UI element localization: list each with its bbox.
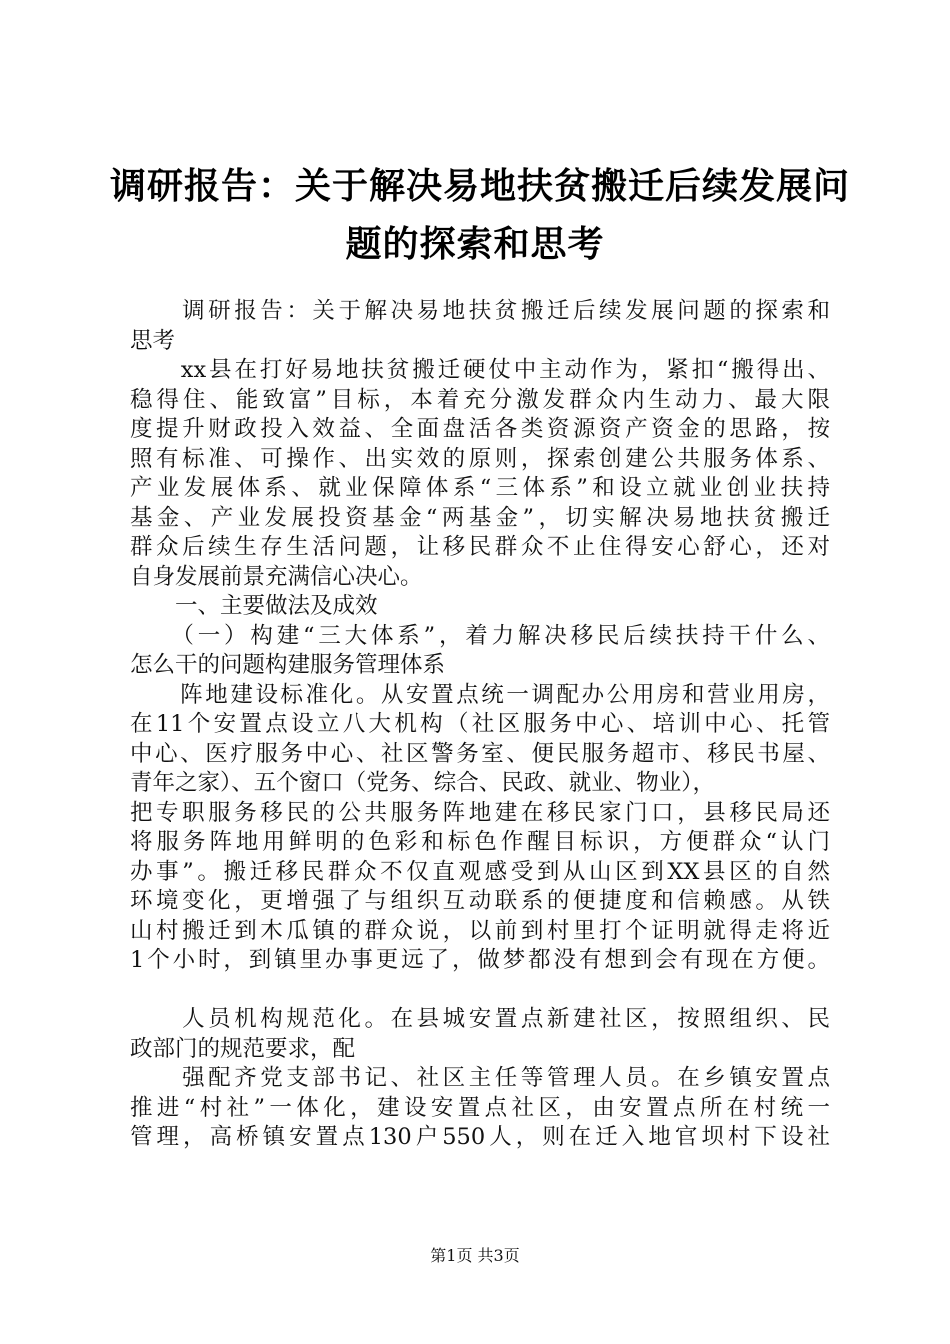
body-line: 政部门的规范要求，配 [130, 1035, 356, 1062]
document-body [130, 297, 830, 1153]
page-footer: 第1页 共3页 [430, 1246, 520, 1265]
body-line: 在11个安置点设立八大机构（社区服务中心、培训中心、托管 [130, 711, 830, 737]
blank-line [130, 976, 830, 1006]
body-line: 调研报告：关于解决易地扶贫搬迁后续发展问题的探索和 [130, 298, 830, 324]
body-line: 管理，高桥镇安置点130户550人，则在迁入地官坝村下设社 [130, 1124, 830, 1150]
body-line: 自身发展前景充满信心决心。 [130, 563, 423, 590]
body-line: 1个小时，到镇里办事更远了，做梦都没有想到会有现在方便。 [130, 947, 830, 973]
body-line: 推进“村社”一体化，建设安置点社区，由安置点所在村统一 [130, 1094, 830, 1121]
body-line: 中心、医疗服务中心、社区警务室、便民服务超市、移民书屋、 [130, 740, 830, 767]
title-line-2: 题的探索和思考 [345, 224, 605, 265]
body-line: 稳得住、能致富”目标，本着充分激发群众内生动力、最大限 [130, 386, 830, 413]
body-line: 人员机构规范化。在县城安置点新建社区，按照组织、民 [130, 1006, 830, 1032]
body-line: 怎么干的问题构建服务管理体系 [130, 652, 446, 678]
title-line-1: 调研报告：关于解决易地扶贫搬迁后续发展问 [110, 166, 851, 207]
body-line: 产业发展体系、就业保障体系“三体系”和设立就业创业扶持 [130, 475, 830, 501]
body-line: 青年之家）、五个窗口（党务、综合、民政、就业、物业）， [130, 770, 716, 796]
body-line: 将服务阵地用鲜明的色彩和标色作醒目标识，方便群众“认门 [130, 829, 830, 855]
body-line: 强配齐党支部书记、社区主任等管理人员。在乡镇安置点 [130, 1065, 830, 1091]
body-line: 思考 [130, 327, 176, 354]
body-line: xx县在打好易地扶贫搬迁硬仗中主动作为，紧扣“搬得出、 [130, 357, 830, 383]
body-line: 山村搬迁到木瓜镇的群众说，以前到村里打个证明就得走将近 [130, 917, 830, 944]
body-line: 把专职服务移民的公共服务阵地建在移民家门口，县移民局还 [130, 799, 830, 826]
document-title [110, 158, 851, 274]
body-line: 阵地建设标准化。从安置点统一调配办公用房和营业用房， [130, 681, 830, 708]
body-line: 基金、产业发展投资基金“两基金”，切实解决易地扶贫搬迁 [130, 504, 830, 531]
body-line: 环境变化，更增强了与组织互动联系的便捷度和信赖感。从铁 [130, 888, 830, 914]
body-line: 一、主要做法及成效 [130, 593, 378, 619]
body-line: 群众后续生存生活问题，让移民群众不止住得安心舒心，还对 [130, 534, 830, 560]
body-line: 办事”。搬迁移民群众不仅直观感受到从山区到XX县区的自然 [130, 858, 830, 885]
body-line: （一）构建“三大体系”，着力解决移民后续扶持干什么、 [130, 622, 830, 649]
body-line: 度提升财政投入效益、全面盘活各类资源资产资金的思路，按 [130, 416, 830, 442]
body-line: 照有标准、可操作、出实效的原则，探索创建公共服务体系、 [130, 445, 830, 472]
